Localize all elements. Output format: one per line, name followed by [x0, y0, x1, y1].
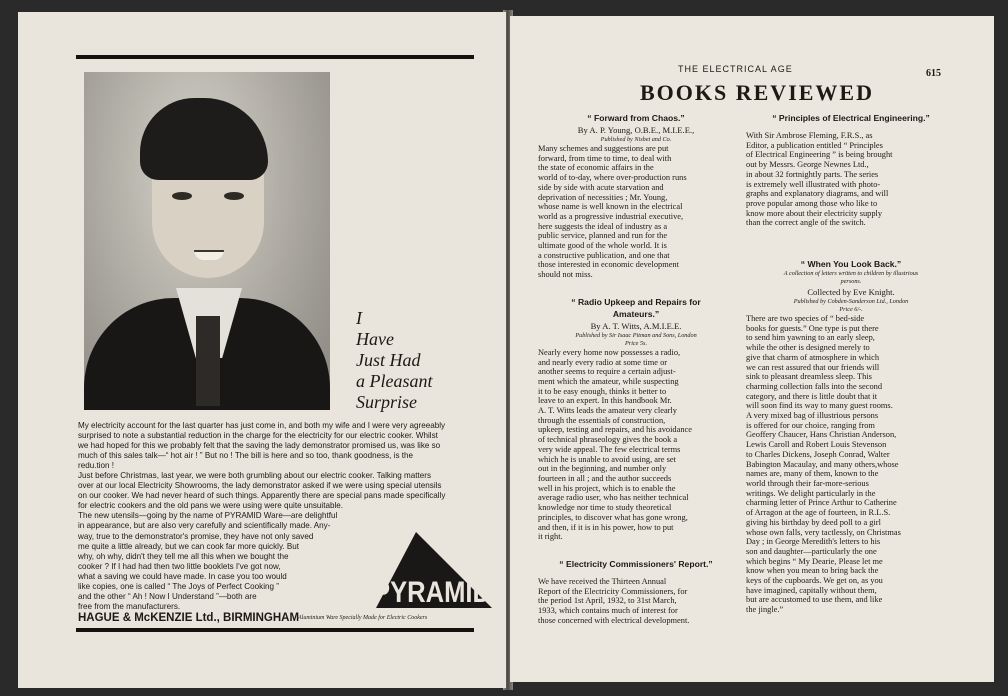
product-tagline: Aluminium Ware Specially Made for Electric Cookers	[298, 615, 428, 621]
review-line: have imagined, capitally without them,	[746, 585, 877, 595]
review-line: the period 1st April, 1932, to 31st March,	[538, 596, 677, 606]
review-line: the state of economic affairs in the	[538, 163, 654, 173]
slogan-line: Just Had	[356, 350, 421, 370]
slogan-line: a Pleasant	[356, 371, 433, 391]
review-line: know when you mean to bring back the	[746, 566, 879, 576]
section-headline: BOOKS REVIEWED	[640, 80, 874, 105]
review-line: whose name is well known in the electrical	[538, 202, 683, 212]
review-title: “ Forward from Chaos.”	[587, 113, 685, 123]
review-line: well in his project, which is to enable the	[538, 483, 676, 493]
review-line: side by side with acute starvation and	[538, 182, 664, 192]
right-page	[510, 16, 994, 682]
advert-line: and the other “ Ah ! Now I Understand ”—both are	[78, 591, 257, 601]
review-line: A very mixed bag of illustrious persons	[746, 411, 879, 421]
slogan	[356, 308, 433, 413]
review-line: we can rest assured that our friends will	[746, 362, 880, 372]
review-title: “ When You Look Back.”	[800, 259, 902, 270]
advert-line: free from the manufacturers.	[78, 601, 181, 611]
review-line: Editor, a publication entitled “ Principles	[746, 140, 883, 150]
advert-line: My electricity account for the last quarter has just come in, and both my wife and I were very agreeably	[78, 421, 446, 430]
review-line: to send him yawning to an early sleep,	[746, 333, 875, 343]
review-line: know more about their electricity supply	[746, 208, 883, 218]
review-line: but are accustomed to use them, and like	[746, 595, 883, 605]
review-line: With Sir Ambrose Fleming, F.R.S., as	[746, 131, 873, 140]
advert-line: over at our local Electricity Showrooms, the lady demonstrator asked if we were using special utensils	[78, 481, 442, 491]
review-line: son and daughter—particularly the one	[746, 546, 877, 556]
advert-line: what a saving we could have made. In case you too would	[78, 571, 287, 581]
review-line: another seems to require a certain adjust-	[538, 367, 676, 377]
review-line: those concerned with electrical development.	[538, 615, 690, 625]
slogan-line: Surprise	[356, 392, 418, 412]
review-line: here suggests the ideal of industry as a	[538, 221, 668, 231]
review-publisher: Published by Nisbet and Co.	[600, 136, 672, 143]
review-line: charming collection falls into the second	[746, 381, 883, 391]
review-line: keys of the cupboards. We get on, as you	[746, 576, 883, 586]
top-rule	[76, 55, 474, 59]
review-line: Day ; in George Meredith's letters to his	[746, 537, 881, 547]
review-line: through the essentials of construction,	[538, 415, 666, 425]
review-byline: Collected by Eve Knight.	[807, 287, 895, 298]
review-line: a constructive publication, and one that	[538, 250, 670, 260]
review-line: fourteen in all ; and the author succeeds	[538, 473, 672, 483]
review-line: principles, to discover what has gone wrong,	[538, 512, 688, 522]
review-line: world of to-day, where over-production runs	[538, 173, 687, 183]
review-line: it to be easy enough, thinks it better to	[538, 386, 667, 396]
portrait-eye-left	[172, 192, 192, 200]
review-line: very wide appeal. The few electrical terms	[538, 444, 681, 454]
review-line: is extremely well illustrated with photo-	[746, 179, 881, 189]
left-page	[18, 12, 506, 688]
review-line: writings. We delight particularly in the	[746, 488, 876, 498]
review-line: deprivation of necessities ; Mr. Young,	[538, 192, 668, 202]
review-subtitle: A collection of letters written to children by illustrious	[783, 270, 919, 278]
advert-line: The new utensils—going by the name of PYRAMID Ware—are delightful	[78, 511, 338, 521]
pyramid-logo	[356, 530, 498, 610]
advert-line: cooker ? If I had had then two little booklets I've got now,	[78, 561, 281, 571]
review-title-cont: Amateurs.”	[612, 308, 660, 319]
review-subtitle-cont: persons.	[840, 278, 862, 286]
manufacturer-name: HAGUE & McKENZIE Ltd., BIRMINGHAM	[78, 612, 300, 624]
review-title: “ Principles of Electrical Engineering.”	[772, 113, 930, 123]
review-line: whose own falls, very tactlessly, on Christmas	[746, 527, 901, 537]
review-line: Lewis Caroll and Robert Louis Stevenson	[746, 440, 887, 450]
review-line: give that charm of atmosphere in which	[746, 352, 880, 362]
advert-line: surprised to note a substantial reduction in the charge for the electricity for our electric cooker. Whilst	[78, 431, 438, 441]
pyramid-logo-text: PYRAMID	[373, 576, 491, 609]
review-line: books for guests.” One type is put there	[746, 323, 879, 333]
review-line: the jingle.”	[746, 605, 784, 615]
review-line: it right.	[538, 532, 563, 542]
advert-line: redu.tion !	[78, 461, 114, 471]
review-line: Babington Macaulay, and many others,whose	[746, 459, 899, 469]
review-price: Price 6/-.	[839, 306, 863, 314]
advert-line: way, true to the demonstrator's promise, they have not only saved	[78, 531, 314, 541]
review-line: There are two species of “ bed-side	[746, 314, 865, 324]
advert-line: why, oh why, didn't they tell me all this when we bought the	[78, 551, 289, 561]
review-line: sink to pleasant dreamless sleep. This	[746, 372, 872, 382]
review-line: Many schemes and suggestions are put	[538, 144, 669, 153]
review-line: average radio user, who has neither technical	[538, 493, 689, 503]
review-line: giving his birthday by deed poll to a girl	[746, 517, 881, 527]
review-line: than the correct angle of the switch.	[746, 218, 866, 228]
advert-line: much of this sales talk—“ hot air ! ” But no ! The bill is here and so too, thank goodness, is the	[78, 451, 414, 461]
slogan-line: I	[356, 308, 362, 328]
review-line: knowledge nor time to study theoretical	[538, 503, 672, 513]
review-publisher: Published by Sir Isaac Pitman and Sons, London	[575, 331, 697, 339]
review-title: “ Radio Upkeep and Repairs for	[571, 296, 701, 307]
review-line: will soon find its way to many guest rooms.	[746, 401, 893, 411]
review-line: forward, from time to time, to deal with	[538, 153, 672, 163]
review-line: Report of the Electricity Commissioners, for	[538, 586, 688, 596]
advert-line: Just before Christmas, last year, we were both grumbling about our electric cooker. Talking matters	[78, 471, 431, 481]
review-line: leave to an expert. In this handbook Mr.	[538, 396, 672, 406]
review-line: in about 32 fortnightly parts. The series	[746, 169, 879, 179]
review-line: ment which the amateur, while suspecting	[538, 376, 679, 386]
portrait-tie	[196, 316, 220, 406]
review-line: while the other is designed merely to	[746, 343, 870, 353]
advert-line: in appearance, but are also very carefully and scientifically made. Any-	[78, 521, 331, 531]
review-line: of Electrical Engineering ” is being brought	[746, 150, 893, 160]
advert-line: me quite a little already, but we can cook far more quickly. But	[78, 541, 300, 551]
advert-line: on our cooker. We had never heard of such things. Apparently there are special pans made specifically	[78, 491, 446, 501]
review-line: charming letter of Prince Arthur to Catherine	[746, 498, 897, 508]
review-line: We have received the Thirteen Annual	[538, 576, 667, 586]
review-line: names are, many of them, known to the	[746, 469, 879, 479]
review-line: out in the beginning, and number only	[538, 464, 667, 474]
review-line: upkeep, testing and repairs, and his avoidance	[538, 425, 692, 435]
review-line: to Charles Dickens, Joseph Conrad, Walter	[746, 449, 890, 459]
page-number: 615	[926, 68, 941, 79]
review-line: ultimate good of the whole world. It is	[538, 241, 667, 251]
review-line: out by Messrs. George Newnes Ltd.,	[746, 160, 869, 170]
column-right	[746, 112, 956, 615]
review-line: prove popular among those who like to	[746, 198, 878, 208]
review-byline: By A. T. Witts, A.M.I.E.E.	[590, 320, 682, 331]
review-line: A. T. Witts leads the amateur very clearly	[538, 406, 677, 416]
review-line: world as a progressive industrial executive,	[538, 211, 684, 221]
review-publisher: Published by Cobden-Sanderson Ltd., London	[793, 298, 909, 306]
review-line: 1933, which contains much of interest for	[538, 606, 678, 616]
review-line: should not miss.	[538, 270, 593, 280]
review-price: Price 5s.	[625, 339, 647, 347]
review-line: world through their far-more-serious	[746, 478, 869, 488]
column-left	[538, 112, 734, 625]
bottom-rule	[76, 628, 474, 632]
review-line: and nearly every radio at some time or	[538, 357, 668, 367]
review-line: of Arragon at the age of fourteen, in R.L.S.	[746, 508, 891, 518]
advert-line: we had hoped for this we probably felt that the saving the lady demonstrator promised us, was like so	[78, 441, 441, 451]
portrait-eye-right	[224, 192, 244, 200]
review-line: Geoffery Chaucer, Hans Christian Anderson,	[746, 430, 897, 440]
running-head: THE ELECTRICAL AGE	[678, 64, 793, 74]
review-line: those interested in economic development	[538, 260, 679, 270]
review-line: is offered for our choice, ranging from	[746, 420, 875, 430]
portrait-hair	[140, 98, 268, 180]
review-line: category, and there is little doubt that it	[746, 391, 878, 401]
advert-line: for electric cookers and the old pans we were using were quite unsuitable.	[78, 501, 343, 511]
review-line: of technical phraseology gives the book a	[538, 435, 678, 445]
review-line: which begins “ My Dearie, Please let me	[746, 556, 883, 566]
review-byline: By A. P. Young, O.B.E., M.I.E.E.,	[577, 125, 695, 135]
advert-line: like copies, one is called “ The Joys of Perfect Cooking ”	[78, 581, 279, 591]
portrait-photo	[84, 72, 330, 410]
review-line: which he is unable to avoid using, are set	[538, 454, 676, 464]
review-line: and then, if it is in his power, how to put	[538, 522, 674, 532]
slogan-line: Have	[356, 329, 394, 349]
review-line: public service, planned and run for the	[538, 231, 668, 241]
review-line: Nearly every home now possesses a radio,	[538, 347, 681, 357]
review-line: graphs and explanatory diagrams, and will	[746, 189, 889, 199]
review-title: “ Electricity Commissioners' Report.”	[559, 558, 713, 569]
